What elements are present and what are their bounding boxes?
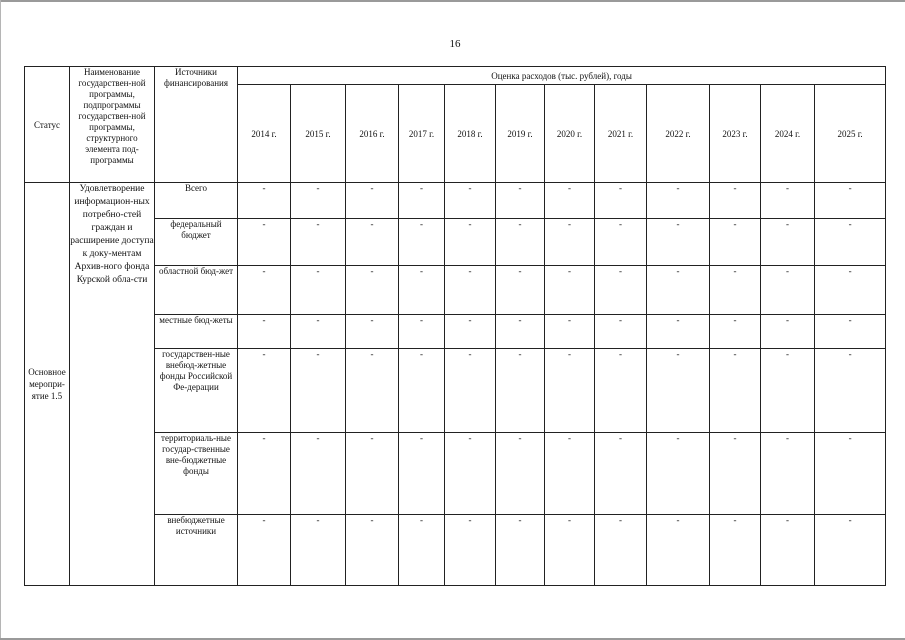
- header-funding-sources: Источники финансирования: [155, 67, 238, 183]
- value-cell: -: [346, 349, 399, 433]
- value-cell: -: [545, 315, 595, 349]
- value-cell: -: [595, 433, 647, 515]
- value-cell: -: [595, 315, 647, 349]
- page-number: 16: [449, 38, 461, 50]
- year-header-cell: 2014 г.: [238, 85, 291, 183]
- value-cell: -: [238, 315, 291, 349]
- value-cell: -: [238, 183, 291, 219]
- value-cell: -: [445, 433, 496, 515]
- value-cell: -: [545, 183, 595, 219]
- value-cell: -: [710, 515, 761, 586]
- value-cell: -: [291, 266, 346, 315]
- value-cell: -: [710, 433, 761, 515]
- table-row: [25, 315, 886, 349]
- value-cell: -: [710, 266, 761, 315]
- value-cell: -: [496, 266, 545, 315]
- value-cell: -: [346, 515, 399, 586]
- funding-source-cell: Всего: [155, 183, 238, 219]
- year-header-cell: 2016 г.: [346, 85, 399, 183]
- value-cell: -: [399, 315, 445, 349]
- value-cell: -: [445, 515, 496, 586]
- value-cell: -: [445, 183, 496, 219]
- program-name-cell: Удовлетворение информацион-ных потребно-стей граждан и расширение доступа к доку-ментам Архив-ного фонда Курской обла-сти: [70, 183, 155, 586]
- value-cell: -: [399, 219, 445, 266]
- value-cell: -: [346, 433, 399, 515]
- value-cell: -: [238, 266, 291, 315]
- value-cell: -: [496, 219, 545, 266]
- table-row: [25, 183, 886, 219]
- value-cell: -: [647, 183, 710, 219]
- value-cell: -: [545, 349, 595, 433]
- value-cell: -: [815, 315, 886, 349]
- value-cell: -: [761, 315, 815, 349]
- header-status: Статус: [25, 67, 70, 183]
- value-cell: -: [710, 183, 761, 219]
- value-cell: -: [399, 433, 445, 515]
- value-cell: -: [647, 219, 710, 266]
- budget-table: [24, 66, 886, 586]
- value-cell: -: [445, 315, 496, 349]
- value-cell: -: [815, 183, 886, 219]
- value-cell: -: [496, 183, 545, 219]
- table-row: [25, 433, 886, 515]
- value-cell: -: [595, 515, 647, 586]
- value-cell: -: [595, 349, 647, 433]
- funding-source-cell: территориаль-ные государ-ственные вне-бюджетные фонды: [155, 433, 238, 515]
- value-cell: -: [399, 266, 445, 315]
- header-row: [25, 67, 886, 85]
- value-cell: -: [595, 219, 647, 266]
- year-header-cell: 2022 г.: [647, 85, 710, 183]
- value-cell: -: [399, 515, 445, 586]
- year-header-cell: 2025 г.: [815, 85, 886, 183]
- value-cell: -: [647, 315, 710, 349]
- scan-top-edge: [0, 0, 905, 2]
- value-cell: -: [815, 349, 886, 433]
- value-cell: -: [761, 515, 815, 586]
- value-cell: -: [346, 315, 399, 349]
- value-cell: -: [647, 515, 710, 586]
- table-body: [25, 183, 886, 586]
- value-cell: -: [291, 315, 346, 349]
- year-header-cell: 2023 г.: [710, 85, 761, 183]
- value-cell: -: [496, 433, 545, 515]
- value-cell: -: [496, 315, 545, 349]
- funding-source-cell: областной бюд-жет: [155, 266, 238, 315]
- value-cell: -: [238, 219, 291, 266]
- value-cell: -: [647, 349, 710, 433]
- year-header-cell: 2018 г.: [445, 85, 496, 183]
- value-cell: -: [761, 183, 815, 219]
- value-cell: -: [545, 266, 595, 315]
- value-cell: -: [399, 183, 445, 219]
- scan-left-edge: [0, 0, 1, 640]
- value-cell: -: [346, 266, 399, 315]
- value-cell: -: [647, 433, 710, 515]
- funding-source-cell: государствен-ные внебюд-жетные фонды Российской Фе-дерации: [155, 349, 238, 433]
- status-cell: Основное меропри-ятие 1.5: [25, 183, 70, 586]
- value-cell: -: [815, 266, 886, 315]
- value-cell: -: [761, 219, 815, 266]
- value-cell: -: [647, 266, 710, 315]
- year-header-cell: 2020 г.: [545, 85, 595, 183]
- value-cell: -: [545, 515, 595, 586]
- value-cell: -: [761, 349, 815, 433]
- value-cell: -: [346, 183, 399, 219]
- value-cell: -: [761, 266, 815, 315]
- value-cell: -: [238, 515, 291, 586]
- value-cell: -: [238, 349, 291, 433]
- funding-source-cell: внебюджетные источники: [155, 515, 238, 586]
- value-cell: -: [291, 433, 346, 515]
- funding-source-cell: местные бюд-жеты: [155, 315, 238, 349]
- year-header-cell: 2019 г.: [496, 85, 545, 183]
- value-cell: -: [496, 349, 545, 433]
- year-header-cell: 2021 г.: [595, 85, 647, 183]
- value-cell: -: [710, 219, 761, 266]
- value-cell: -: [291, 183, 346, 219]
- value-cell: -: [545, 219, 595, 266]
- value-cell: -: [710, 349, 761, 433]
- table-row: [25, 349, 886, 433]
- value-cell: -: [815, 433, 886, 515]
- year-header-cell: 2024 г.: [761, 85, 815, 183]
- header-program-name: Наименование государствен-ной программы, подпрограммы государствен-ной программы, структурного элемента под-программы: [70, 67, 155, 183]
- value-cell: -: [291, 515, 346, 586]
- value-cell: -: [815, 219, 886, 266]
- header-cost-estimate: Оценка расходов (тыс. рублей), годы: [238, 67, 886, 85]
- value-cell: -: [445, 219, 496, 266]
- value-cell: -: [815, 515, 886, 586]
- value-cell: -: [291, 349, 346, 433]
- year-header-cell: 2017 г.: [399, 85, 445, 183]
- value-cell: -: [496, 515, 545, 586]
- value-cell: -: [595, 266, 647, 315]
- value-cell: -: [346, 219, 399, 266]
- table-row: [25, 266, 886, 315]
- funding-source-cell: федеральный бюджет: [155, 219, 238, 266]
- value-cell: -: [545, 433, 595, 515]
- value-cell: -: [761, 433, 815, 515]
- value-cell: -: [291, 219, 346, 266]
- value-cell: -: [595, 183, 647, 219]
- year-header-cell: 2015 г.: [291, 85, 346, 183]
- value-cell: -: [710, 315, 761, 349]
- table-row: [25, 515, 886, 586]
- value-cell: -: [399, 349, 445, 433]
- value-cell: -: [445, 349, 496, 433]
- value-cell: -: [445, 266, 496, 315]
- value-cell: -: [238, 433, 291, 515]
